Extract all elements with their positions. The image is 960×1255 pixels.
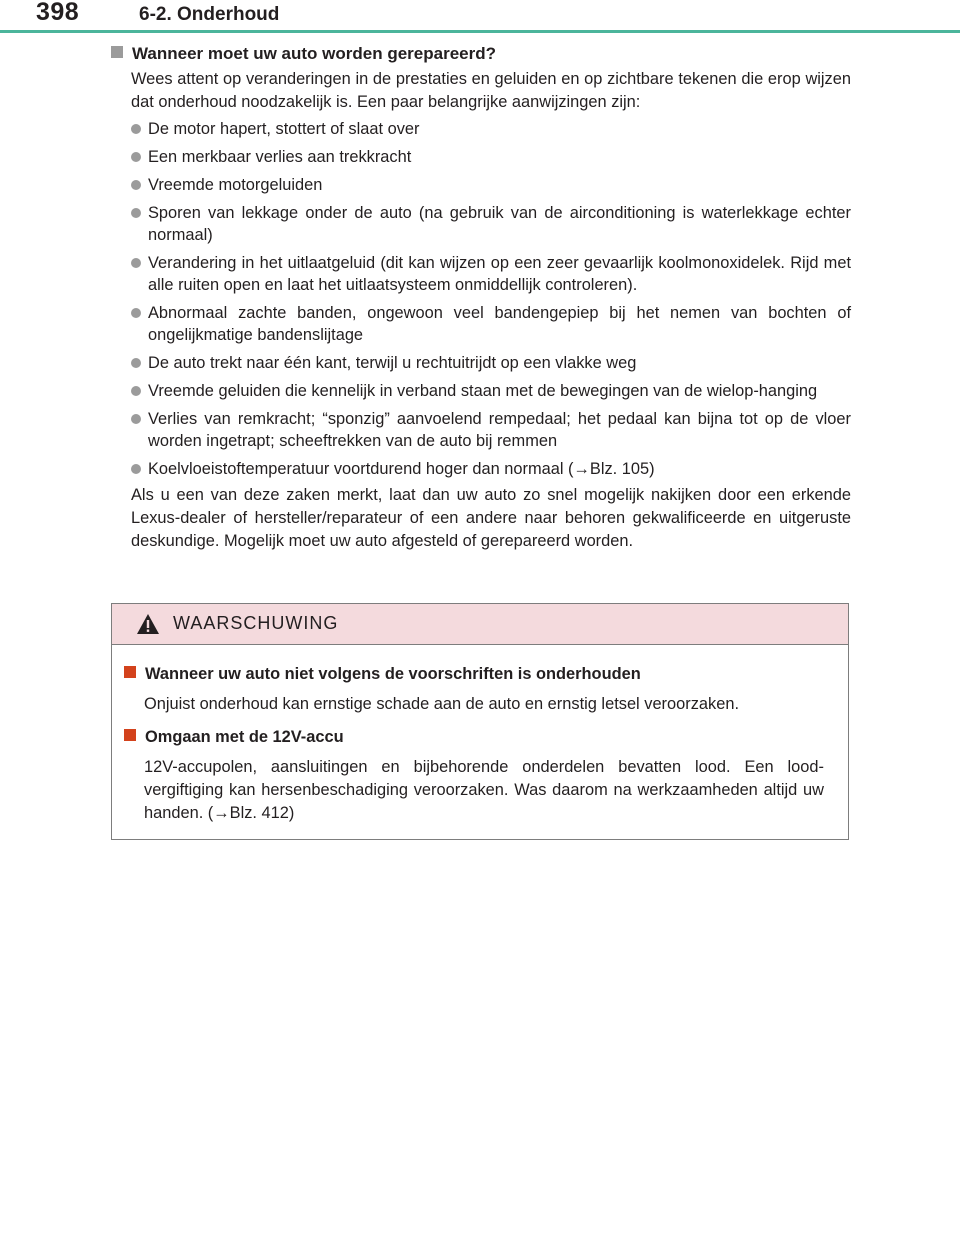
- bullet-icon: [131, 180, 141, 190]
- list-item: [111, 302, 851, 346]
- repair-heading: Wanneer moet uw auto worden gerepareerd?: [132, 44, 496, 63]
- warning-block-heading: [124, 726, 824, 748]
- bullet-icon: [131, 464, 141, 474]
- list-item: [111, 458, 851, 480]
- list-item-text: Sporen van lekkage onder de auto (na gebruik van de airconditioning is waterlekkage echter normaal): [148, 204, 851, 244]
- bullet-icon: [131, 152, 141, 162]
- list-item-text: Verlies van remkracht; “sponzig” aanvoelend rempedaal; het pedaal kan bijna tot op de vloer worden ingetrapt; scheeftrekken van de auto bij remmen: [148, 410, 851, 450]
- list-item: [111, 408, 851, 452]
- list-item-text: Abnormaal zachte banden, ongewoon veel bandengepiep bij het nemen van bochten of ongelijkmatige bandenslijtage: [148, 304, 851, 344]
- list-item-text: Vreemde geluiden die kennelijk in verband staan met de bewegingen van de wielop-hanging: [148, 382, 818, 400]
- symptom-list: [111, 118, 851, 480]
- bullet-icon: [131, 124, 141, 134]
- list-item: [111, 118, 851, 140]
- warning-body: [112, 645, 848, 825]
- repair-closing: Als u een van deze zaken merkt, laat dan uw auto zo snel mogelijk nakijken door een erkende Lexus-dealer of hersteller/reparateur of een andere naar behoren gekwalificeerde en uitgeruste deskundige. Mogelijk moet uw auto afgesteld of gerepareerd worden.: [131, 486, 851, 550]
- list-item-text: Vreemde motorgeluiden: [148, 176, 323, 194]
- list-item: [111, 174, 851, 196]
- repair-section: [111, 43, 851, 553]
- warning-heading-text: Wanneer uw auto niet volgens de voorschriften is onderhouden: [145, 665, 641, 683]
- bullet-icon: [131, 358, 141, 368]
- list-item: [111, 146, 851, 168]
- warning-triangle-icon: [136, 613, 160, 635]
- warning-heading-text: Omgaan met de 12V-accu: [145, 728, 344, 746]
- red-square-icon: [124, 666, 136, 678]
- page-number: 398: [36, 0, 80, 26]
- warning-title: WAARSCHUWING: [173, 613, 339, 633]
- bullet-icon: [131, 414, 141, 424]
- gray-square-icon: [111, 46, 123, 58]
- warning-block-heading: [124, 663, 824, 685]
- warning-block-text: Onjuist onderhoud kan ernstige schade aan de auto en ernstig letsel veroorzaken.: [144, 695, 740, 713]
- list-item-text: Een merkbaar verlies aan trekkracht: [148, 148, 412, 166]
- warning-box: [111, 603, 849, 840]
- list-item: [111, 252, 851, 296]
- list-item-text: De motor hapert, stottert of slaat over: [148, 120, 420, 138]
- list-item: [111, 380, 851, 402]
- red-square-icon: [124, 729, 136, 741]
- bullet-icon: [131, 208, 141, 218]
- bullet-icon: [131, 258, 141, 268]
- bullet-icon: [131, 308, 141, 318]
- page-header: [0, 0, 960, 33]
- section-title: 6-2. Onderhoud: [139, 4, 280, 25]
- list-item-text: Koelvloeistoftemperatuur voortdurend hoger dan normaal (→Blz. 105): [148, 460, 655, 478]
- warning-block-text: 12V-accupolen, aansluitingen en bijbehorende onderdelen bevatten lood. Een lood-vergiftiging kan hersenbeschadiging veroorzaken. Was daarom na werkzaamheden altijd uw handen. (→Blz. 412): [144, 758, 824, 822]
- bullet-icon: [131, 386, 141, 396]
- repair-heading-row: [111, 43, 851, 65]
- warning-header: [112, 604, 848, 645]
- list-item: [111, 202, 851, 246]
- repair-intro: Wees attent op veranderingen in de prestaties en geluiden en op zichtbare tekenen die erop wijzen dat onderhoud noodzakelijk is. Een paar belangrijke aanwijzingen zijn:: [131, 70, 851, 111]
- list-item-text: De auto trekt naar één kant, terwijl u rechtuitrijdt op een vlakke weg: [148, 354, 637, 372]
- list-item-text: Verandering in het uitlaatgeluid (dit kan wijzen op een zeer gevaarlijk koolmonoxidelek. Rijd met alle ruiten open en laat het uitlaatsysteem onmiddellijk controleren).: [148, 254, 851, 294]
- list-item: [111, 352, 851, 374]
